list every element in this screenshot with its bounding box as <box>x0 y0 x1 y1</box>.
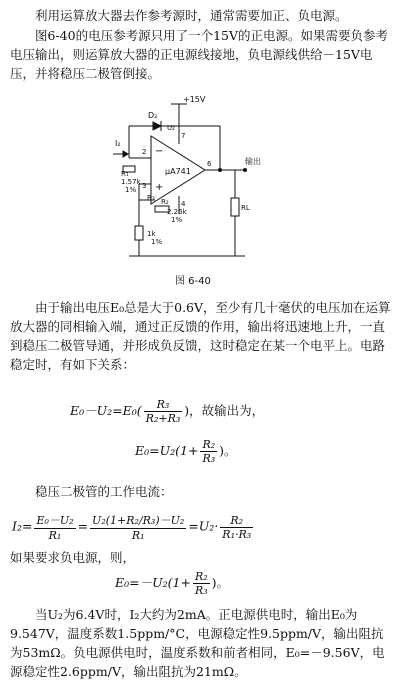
equation-3-denominator-3: R₁·R₃ <box>222 527 252 541</box>
pin-out: 6 <box>207 160 212 168</box>
equation-4 <box>115 570 229 597</box>
svg-text:−: − <box>155 146 164 157</box>
uz-label: U₂ <box>167 124 175 132</box>
equation-3-numerator-1: E₀－U₂ <box>36 514 74 527</box>
r2-label: R₂ <box>161 198 169 206</box>
r2-tolerance: 1% <box>171 216 183 224</box>
equation-3-middle: =U₂· <box>188 518 219 534</box>
equation-4-numerator: R₂ <box>194 570 208 583</box>
paragraph-specs: 当U₂为6.4V时，I₂大约为2mA。正电源供电时，输出E₀为9.547V，温度系数1.5ppm/°C，电源稳定性9.5ppm/V，输出阻抗为53mΩ。负电源供电时，温度系数和前者相同，E₀=－9.56V，电源稳定性2.6ppm/V，输出阻抗为21mΩ。 <box>10 607 385 679</box>
equation-1-lhs: E₀－U₂=E₀( <box>70 403 142 418</box>
pin-bottom: 4 <box>181 200 186 208</box>
equation-2 <box>135 438 237 465</box>
equation-4-denominator: R₃ <box>194 584 208 597</box>
r2-value: 2.26k <box>167 208 187 216</box>
equation-3-numerator-2: U₂(1+R₂/R₃)－U₂ <box>92 514 185 527</box>
equation-2-lhs: E₀=U₂(1+ <box>135 443 199 458</box>
r3-tolerance: 1% <box>151 238 163 246</box>
equation-1-tail: )，故输出为， <box>184 403 265 418</box>
equation-2-denominator: R₃ <box>202 452 216 465</box>
equation-3-lhs: I₂= <box>12 518 33 534</box>
paragraph-negative-supply: 如果要求负电源，则， <box>10 550 136 565</box>
equation-2-tail: )。 <box>219 443 237 458</box>
equation-3-denominator-1: R₁ <box>48 529 62 542</box>
amp-label: μA741 <box>165 167 191 176</box>
pin-minus: 2 <box>142 148 147 156</box>
equation-1-fraction <box>144 398 183 425</box>
equation-3-numerator-3: R₂ <box>220 514 253 528</box>
equation-1-denominator: R₂+R₃ <box>145 412 181 425</box>
r1-value: 1.57k <box>121 178 141 186</box>
equation-4-lhs: E₀=－U₂(1+ <box>115 575 191 590</box>
diode-label: D₂ <box>148 111 158 120</box>
r1-tolerance: 1% <box>125 186 137 194</box>
figure-caption: 图 6-40 <box>175 276 211 287</box>
r3-value: 1k <box>147 230 156 238</box>
equation-3-denominator-2: R₁ <box>131 529 145 542</box>
equation-2-numerator: R₂ <box>202 438 216 451</box>
r1-label: R₁ <box>121 170 129 178</box>
equation-3-fraction-1 <box>34 512 75 542</box>
rl-label: RL <box>241 204 250 212</box>
equation-4-fraction <box>193 570 210 597</box>
r3-label: R₃ <box>147 194 155 202</box>
circuit-diagram <box>95 96 275 266</box>
iz-label: I₂ <box>115 139 121 148</box>
equation-1 <box>70 398 264 425</box>
paragraph-figure-description: 图6-40的电压参考源只用了一个15V的正电源。如果需要负参考电压输出，则运算放大器的正电源线接地，负电源线供给－15V电压，并将稳压二极管倒接。 <box>10 28 389 81</box>
output-label: 输出 <box>245 157 261 166</box>
pin-plus: 3 <box>142 182 147 190</box>
equation-3 <box>12 512 255 542</box>
equation-3-equals: = <box>77 518 89 534</box>
paragraph-intro: 利用运算放大器去作参考源时，通常需要加正、负电源。 <box>35 8 348 23</box>
paragraph-explanation: 由于输出电压E₀总是大于0.6V，至少有几十毫伏的电压加在运算放大器的同相输入端，通过正反馈的作用，输出将迅速地上升，一直到稳压二极管导通，并形成负反馈，这时稳定在某一个电平上。电路稳定时，有如下关系： <box>10 300 391 372</box>
supply-label: +15V <box>183 96 206 104</box>
equation-4-tail: )。 <box>211 575 230 590</box>
svg-text:+: + <box>155 182 164 193</box>
equation-3-fraction-2 <box>90 512 186 542</box>
paragraph-zener-current: 稳压二极管的工作电流： <box>35 484 173 499</box>
pin-top: 7 <box>181 132 186 140</box>
equation-2-fraction <box>200 438 217 465</box>
equation-3-fraction-3 <box>220 514 253 541</box>
equation-1-numerator: R₃ <box>144 398 183 412</box>
